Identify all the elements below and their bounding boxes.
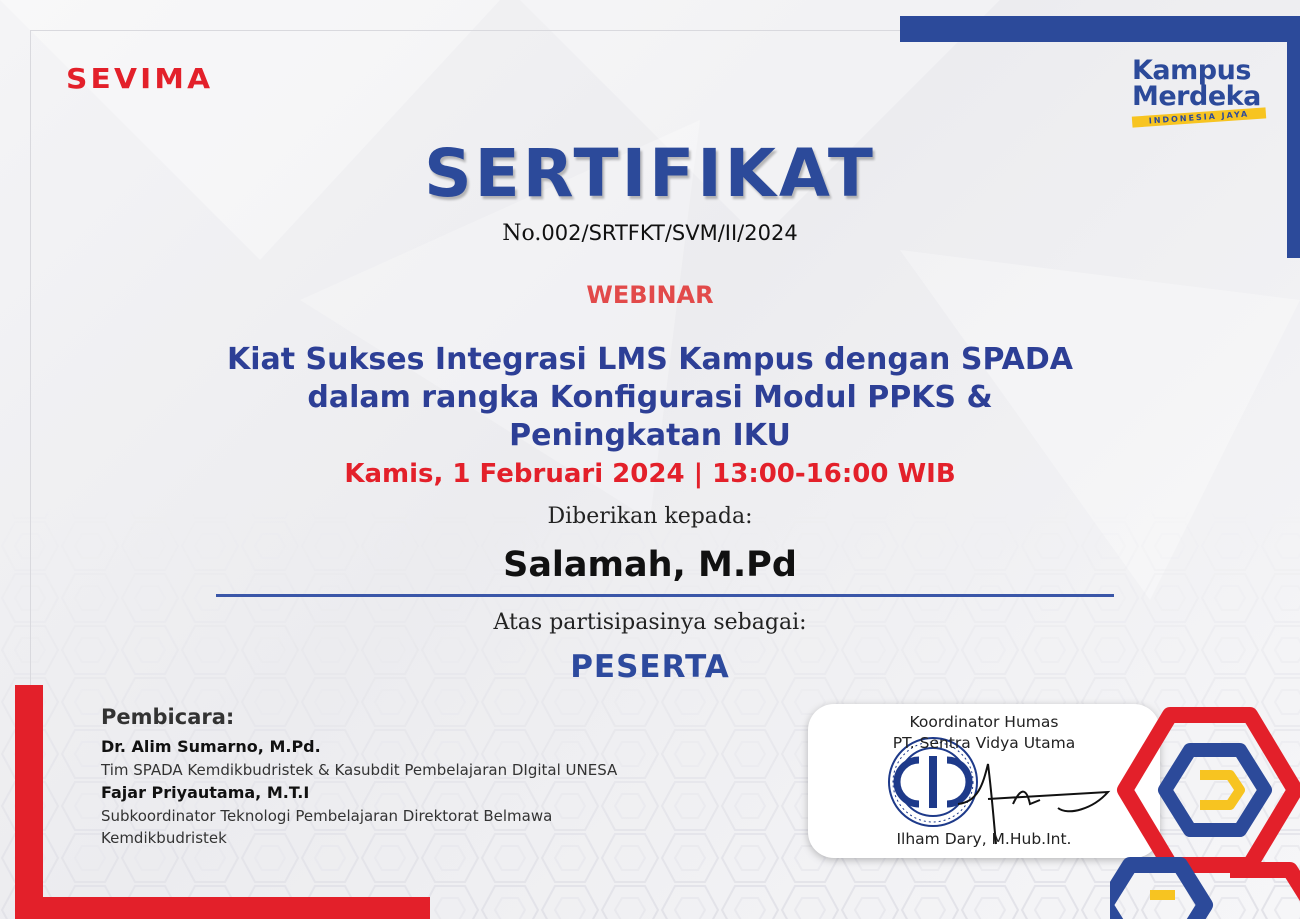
signature-box (808, 704, 1160, 858)
event-datetime: Kamis, 1 Februari 2024 | 13:00-16:00 WIB (344, 459, 956, 489)
topic-line: Kiat Sukses Integrasi LMS Kampus dengan SPADA (226, 342, 1074, 377)
sevima-logo: SEVIMA (66, 62, 214, 95)
kampus-merdeka-logo-line2: Merdeka (1132, 81, 1261, 112)
kampus-merdeka-logo (1132, 55, 1274, 136)
certificate-number-value: 002/SRTFKT/SVM/II/2024 (541, 221, 798, 245)
kampus-merdeka-logo-line1: Kampus (1132, 55, 1251, 86)
speakers-heading: Pembicara: (101, 705, 235, 729)
decorative-hexagon-pattern (1110, 700, 1300, 919)
topic-line: dalam rangka Konfigurasi Modul PPKS & (307, 380, 993, 415)
certificate-number (0, 221, 1300, 246)
signer-name: Ilham Dary, M.Hub.Int. (896, 830, 1072, 848)
certificate-title: SERTIFIKAT (424, 135, 876, 212)
left-red-bar (15, 685, 43, 919)
participant-role: PESERTA (570, 649, 730, 685)
bottom-red-bar (15, 897, 430, 919)
speaker-role: Subkoordinator Teknologi Pembelajaran Direktorat Belmawa (101, 807, 553, 825)
certificate-number-prefix: No. (502, 221, 542, 246)
event-type: WEBINAR (586, 281, 714, 309)
speakers-section (101, 705, 741, 849)
given-to-label: Diberikan kepada: (547, 504, 753, 529)
signature-title-line2: PT. Sentra Vidya Utama (892, 734, 1076, 752)
speaker-name: Dr. Alim Sumarno, M.Pd. (101, 737, 321, 756)
topic-line: Peningkatan IKU (509, 418, 791, 453)
top-right-blue-bar (900, 16, 1300, 42)
participation-label: Atas partisipasinya sebagai: (493, 610, 807, 635)
recipient-name: Salamah, M.Pd (503, 545, 797, 585)
speaker-name: Fajar Priyautama, M.T.I (101, 783, 310, 802)
signature-title-line1: Koordinator Humas (909, 713, 1059, 731)
kampus-merdeka-tagline: INDONESIA JAYA (1132, 107, 1266, 127)
event-topic (0, 341, 1300, 455)
recipient-underline (216, 594, 1114, 597)
speaker-role: Tim SPADA Kemdikbudristek & Kasubdit Pembelajaran DIgital UNESA (101, 761, 618, 779)
speaker-role: Kemdikbudristek (101, 829, 227, 847)
